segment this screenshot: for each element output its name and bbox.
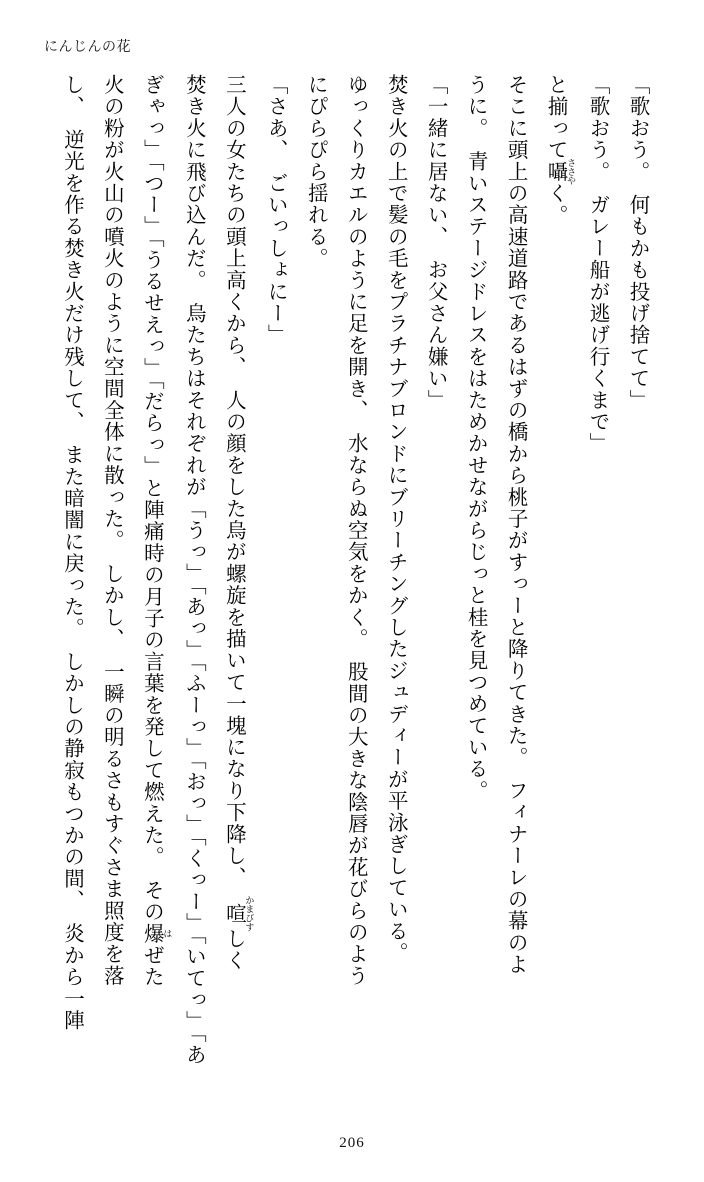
paragraph: 「歌おう。 ガレー船が逃げ行くまで」 [586, 74, 609, 455]
paragraph: 火の粉が火山の噴火のように空間全体に散った。 しかし、 一瞬の明るさもすぐさま照度を落 [100, 74, 123, 987]
paragraph: し、 逆光を作る焚き火だけ残して、 また暗闇に戻った。 しかしの静寂もつかの間、 炎から一陣 [60, 74, 83, 1032]
paragraph: うに。 青いステージドレスをはためかせながらじっと桂を見つめている。 [464, 74, 487, 802]
ruby-annotation: 爆 は [140, 922, 173, 945]
paragraph: ぎゃっ」「つー」「うるせえっ」「だらっ」と陣痛時の月子の言葉を発して燃えた。 その爆 はぜた [140, 74, 173, 988]
ruby-annotation: 喧 かまびす [222, 895, 255, 932]
paragraph: 「一緒に居ない、 お父さん嫌い」 [424, 74, 447, 411]
paragraph: と揃って囁 ささやく。 [544, 74, 577, 226]
paragraph: ゆっくりカエルのように足を開き、 水ならぬ空気をかく。 股間の大きな陰唇が花びらのよう [344, 74, 367, 987]
body-text [46, 74, 656, 1084]
page-number: 206 [339, 1135, 365, 1151]
paragraph: そこに頭上の高速道路であるはずの橋から桃子がすっーと降りてきた。 フィナーレの幕のよ [504, 74, 527, 976]
paragraph: 「歌おう。 何もかも投げ捨てて」 [626, 74, 648, 411]
paragraph: 三人の女たちの頭上高くから、 人の顔をした烏が螺旋を描いて一塊になり下降し、 喧 かまびすしく [222, 74, 255, 972]
paragraph: 焚き火の上で髪の毛をプラチナブロンドにブリーチングしたジュディーが平泳ぎしている。 [384, 74, 407, 964]
running-head: にんじんの花 [44, 40, 131, 55]
ruby-annotation: 囁 ささや [544, 158, 577, 186]
paragraph: 「さあ、 ごいっしょにー」 [264, 74, 287, 346]
paragraph: 焚き火に飛び込んだ。 烏たちはそれぞれが「うっ」「あっ」「ふーっ」「おっ」「くっー」「いてっ」「あ [182, 74, 205, 1066]
paragraph: にぴらぴら揺れる。 [304, 74, 327, 270]
